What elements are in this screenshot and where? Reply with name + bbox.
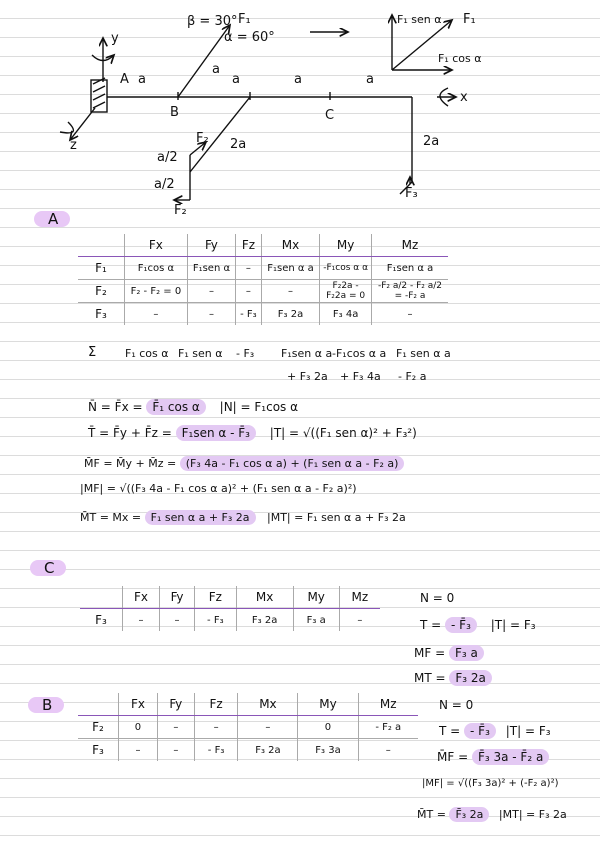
a-half-label-2: a/2 xyxy=(154,177,175,192)
table-cell: F₃ 4a xyxy=(320,303,372,326)
table-cell: – xyxy=(125,303,188,326)
table-cell: F₁sen α xyxy=(187,257,235,280)
decomp-f1-label: F₁ xyxy=(463,12,476,27)
c-mt xyxy=(414,671,492,685)
two-a-label-2: 2a xyxy=(423,134,440,149)
b-mf xyxy=(437,750,549,764)
table-cell: F₁sen α a xyxy=(261,257,319,280)
c-t-highlight: - F̄₃ xyxy=(445,617,477,633)
b-t-left: T = xyxy=(439,724,461,738)
eq-t-left: T̄ = F̄y + F̄z = xyxy=(88,426,172,440)
table-cell: - F₂ a xyxy=(358,716,418,739)
header-cell: My xyxy=(293,586,339,609)
table-cell: – xyxy=(119,739,158,762)
row-label: F₃ xyxy=(78,303,125,326)
c-n: N = 0 xyxy=(420,591,455,605)
decomp-cos-label: F₁ cos α xyxy=(438,52,482,65)
x-axis-label: x xyxy=(460,90,468,105)
row-label: F₂ xyxy=(78,716,119,739)
b-mt xyxy=(417,808,567,821)
table-row xyxy=(78,303,448,326)
table-row xyxy=(78,257,448,280)
eq-t-modulus: |T| = √((F₁ sen α)² + F₃²) xyxy=(269,426,417,440)
table-row xyxy=(80,609,380,632)
row-label: F₁ xyxy=(78,257,125,280)
sum-fx: F₁ cos α xyxy=(125,347,169,360)
row-label: F₂ xyxy=(78,280,125,303)
f3-label: F₃ xyxy=(405,186,418,201)
eq-mt xyxy=(80,511,406,524)
sum-mx-2: + F₃ 2a xyxy=(287,370,328,383)
c-t xyxy=(420,618,536,632)
c-t-modulus: |T| = F₃ xyxy=(490,618,536,632)
table-cell: – xyxy=(339,609,380,632)
table-cell: – xyxy=(187,303,235,326)
table-cell: – xyxy=(372,303,449,326)
header-cell: Fx xyxy=(119,693,158,716)
row-label: F₃ xyxy=(78,739,119,762)
table-cell: – xyxy=(157,739,194,762)
table-cell: -F₁cos α α xyxy=(320,257,372,280)
b-mf-highlight: F̄₃ 3a - F̄₂ a xyxy=(472,749,549,765)
b-t xyxy=(439,724,551,738)
c-mt-left: MT = xyxy=(414,671,446,685)
eq-n xyxy=(88,400,298,414)
header-cell: Mz xyxy=(372,234,449,257)
table-cell: – xyxy=(236,257,262,280)
c-mt-highlight: F₃ 2a xyxy=(449,670,492,686)
table-cell: - F₃ xyxy=(236,303,262,326)
header-cell: Mx xyxy=(236,586,293,609)
section-a-table xyxy=(78,234,448,325)
sum-fz: - F₃ xyxy=(236,347,255,360)
b-t-highlight: - F̄₃ xyxy=(464,723,496,739)
f2-bottom-label: F₂ xyxy=(174,203,187,218)
header-cell xyxy=(78,693,119,716)
table-cell: F₃ a xyxy=(293,609,339,632)
table-cell: – xyxy=(358,739,418,762)
b-mf-modulus: |MF| = √((F₃ 3a)² + (-F₂ a)²) xyxy=(422,778,559,789)
b-n: N = 0 xyxy=(439,698,474,712)
b-mt-left: M̄T = xyxy=(417,808,446,821)
section-c-table xyxy=(80,586,380,631)
z-axis-arrow xyxy=(70,108,95,140)
section-b-badge: B xyxy=(28,697,64,713)
c-mf-left: MF = xyxy=(414,646,446,660)
table-cell: – xyxy=(187,280,235,303)
sum-my: -F₁cos α a xyxy=(332,347,387,360)
sum-mz-2: - F₂ a xyxy=(398,370,427,383)
table-cell: F₂2a - F₂2a = 0 xyxy=(320,280,372,303)
table-row xyxy=(78,739,418,762)
b-mt-highlight: F̄₃ 2a xyxy=(449,807,489,822)
eq-mt-highlight: F₁ sen α a + F₃ 2a xyxy=(145,510,256,525)
f2-label: F₂ xyxy=(196,131,209,146)
sum-symbol: Σ xyxy=(88,345,97,360)
table-cell: -F₂ a/2 - F₂ a/2 = -F₂ a xyxy=(372,280,449,303)
eq-mf-modulus: |MF| = √((F₃ 4a - F₁ cos α a)² + (F₁ sen α a - F₂ a)²) xyxy=(80,482,357,495)
sum-my-2: + F₃ 4a xyxy=(340,370,381,383)
sum-fy: F₁ sen α xyxy=(178,347,223,360)
eq-n-left: N̄ = F̄x = xyxy=(88,400,143,414)
table-row xyxy=(78,716,418,739)
eq-mf-left: M̄F = M̄y + M̄z = xyxy=(84,457,177,470)
table-cell: – xyxy=(261,280,319,303)
table-cell: F₃ 3a xyxy=(298,739,358,762)
header-cell: Fx xyxy=(123,586,160,609)
eq-n-highlight: F̄₁ cos α xyxy=(146,399,205,415)
c-mf-highlight: F₃ a xyxy=(449,645,484,661)
section-c-badge: C xyxy=(30,560,66,576)
point-c-label: C xyxy=(325,108,335,123)
eq-mt-modulus: |MT| = F₁ sen α a + F₃ 2a xyxy=(267,511,406,524)
sum-mz: F₁ sen α a xyxy=(396,347,451,360)
header-cell: Fx xyxy=(125,234,188,257)
header-cell xyxy=(80,586,123,609)
eq-mt-left: M̄T = Mx = xyxy=(80,511,142,524)
table-cell: 0 xyxy=(119,716,158,739)
row-label: F₃ xyxy=(80,609,123,632)
sum-mx: F₁sen α a xyxy=(281,347,333,360)
header-cell: Fz xyxy=(195,586,237,609)
header-cell: Fy xyxy=(157,693,194,716)
two-a-label-1: 2a xyxy=(230,137,247,152)
c-t-left: T = xyxy=(420,618,442,632)
table-cell: F₃ 2a xyxy=(236,609,293,632)
b-mt-modulus: |MT| = F₃ 2a xyxy=(498,808,567,821)
header-cell xyxy=(78,234,125,257)
seg-a-3: a xyxy=(232,72,240,87)
section-a-badge: A xyxy=(34,211,70,227)
table-row xyxy=(78,280,448,303)
header-cell: Fz xyxy=(236,234,262,257)
table-cell: F₂ - F₂ = 0 xyxy=(125,280,188,303)
y-axis-label: y xyxy=(111,31,119,46)
eq-n-modulus: |N| = F₁cos α xyxy=(219,400,299,414)
point-b-label: B xyxy=(170,105,179,120)
b-mf-left: M̄F = xyxy=(437,750,469,764)
beam-diagram xyxy=(0,0,600,215)
table-cell: – xyxy=(160,609,195,632)
a-half-label-1: a/2 xyxy=(157,150,178,165)
eq-mf xyxy=(84,457,404,470)
header-cell: Fy xyxy=(160,586,195,609)
z-axis-label: z xyxy=(70,138,77,153)
header-cell: Fy xyxy=(187,234,235,257)
c-mf xyxy=(414,646,484,660)
eq-t-highlight: F₁sen α - F̄₃ xyxy=(176,425,256,441)
header-cell: My xyxy=(298,693,358,716)
section-b-table xyxy=(78,693,418,761)
table-cell: – xyxy=(157,716,194,739)
table-cell: - F₃ xyxy=(194,739,238,762)
point-a-label: A xyxy=(120,72,129,87)
inclined-arm xyxy=(178,25,230,97)
table-cell: 0 xyxy=(298,716,358,739)
header-cell: Mz xyxy=(358,693,418,716)
table-cell: F₃ 2a xyxy=(238,739,298,762)
table-cell: – xyxy=(123,609,160,632)
f1-label: F₁ xyxy=(238,12,251,27)
table-cell: – xyxy=(236,280,262,303)
table-cell: – xyxy=(238,716,298,739)
beta-label: β = 30° xyxy=(187,14,238,29)
header-cell: My xyxy=(320,234,372,257)
table-cell: F₃ 2a xyxy=(261,303,319,326)
eq-t xyxy=(88,426,417,440)
header-cell: Mx xyxy=(261,234,319,257)
table-cell: - F₃ xyxy=(195,609,237,632)
eq-mf-highlight: (F₃ 4a - F₁ cos α a) + (F₁ sen α a - F₂ a) xyxy=(180,456,405,471)
seg-a-1: a xyxy=(138,72,146,87)
seg-a-2: a xyxy=(212,62,220,77)
header-cell: Mz xyxy=(339,586,380,609)
table-cell: – xyxy=(194,716,238,739)
table-cell: F₁sen α a xyxy=(372,257,449,280)
table-cell: F₁cos α xyxy=(125,257,188,280)
header-cell: Fz xyxy=(194,693,238,716)
alpha-label: α = 60° xyxy=(224,30,275,45)
header-cell: Mx xyxy=(238,693,298,716)
seg-a-4: a xyxy=(294,72,302,87)
b-t-modulus: |T| = F₃ xyxy=(505,724,551,738)
decomp-sin-label: F₁ sen α xyxy=(397,13,442,26)
seg-a-5: a xyxy=(366,72,374,87)
